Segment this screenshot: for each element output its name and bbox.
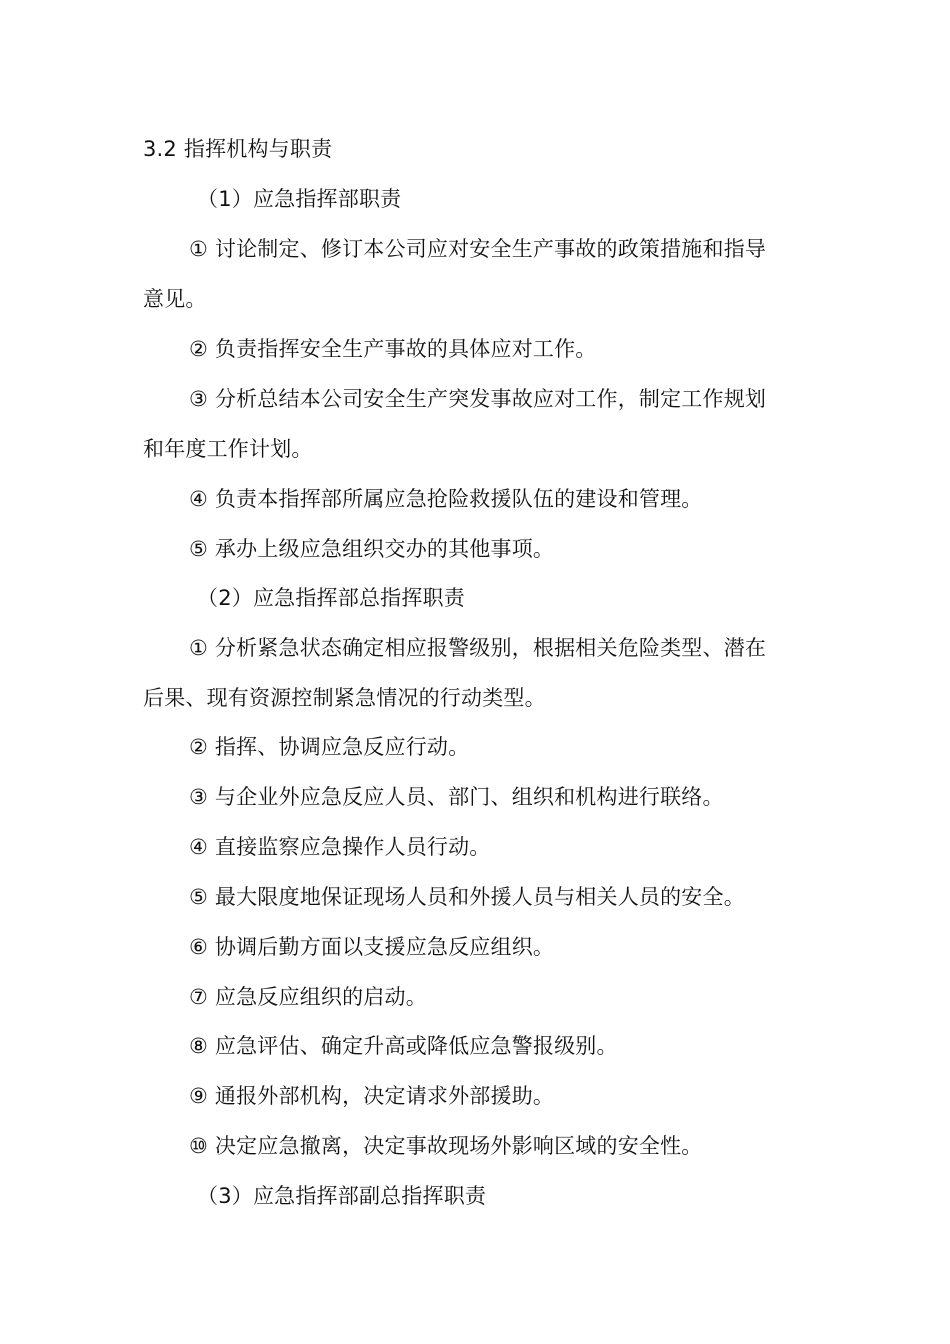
list-item: ① 分析紧急状态确定相应报警级别，根据相关危险类型、潜在 [189,636,767,660]
list-item: ④ 负责本指挥部所属应急抢险救援队伍的建设和管理。 [189,487,703,511]
list-item: ⑥ 协调后勤方面以支援应急反应组织。 [189,935,555,959]
list-item-continuation: 后果、现有资源控制紧急情况的行动类型。 [143,686,546,710]
list-item: ② 负责指挥安全生产事故的具体应对工作。 [189,337,597,361]
list-item: ③ 与企业外应急反应人员、部门、组织和机构进行联络。 [189,785,724,809]
subsection-heading-2: （2）应急指挥部总指挥职责 [197,586,465,610]
list-item: ⑩ 决定应急撤离，决定事故现场外影响区域的安全性。 [189,1134,703,1158]
list-item: ② 指挥、协调应急反应行动。 [189,735,470,759]
list-item-continuation: 和年度工作计划。 [143,437,313,461]
list-item: ① 讨论制定、修订本公司应对安全生产事故的政策措施和指导 [189,237,767,261]
list-item: ⑤ 最大限度地保证现场人员和外援人员与相关人员的安全。 [189,885,745,909]
list-item: ④ 直接监察应急操作人员行动。 [189,835,491,859]
list-item: ⑦ 应急反应组织的启动。 [189,985,427,1009]
list-item: ③ 分析总结本公司安全生产突发事故应对工作，制定工作规划 [189,387,767,411]
list-item-continuation: 意见。 [143,287,207,311]
list-item: ⑨ 通报外部机构，决定请求外部援助。 [189,1084,555,1108]
list-item: ⑤ 承办上级应急组织交办的其他事项。 [189,537,555,561]
subsection-heading-3: （3）应急指挥部副总指挥职责 [197,1184,487,1208]
section-heading: 3.2 指挥机构与职责 [143,137,333,161]
subsection-heading-1: （1）应急指挥部职责 [197,187,402,211]
list-item: ⑧ 应急评估、确定升高或降低应急警报级别。 [189,1034,618,1058]
